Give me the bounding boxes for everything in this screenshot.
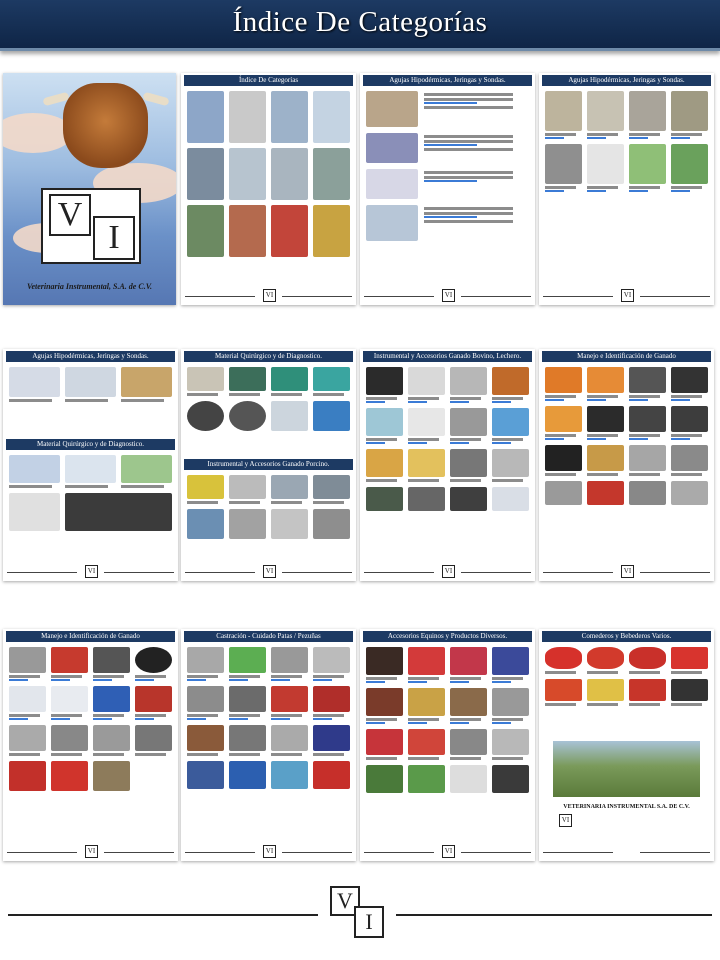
thumb-title: Comederos y Bebederos Varios. — [542, 631, 711, 642]
thumb-product-grid — [187, 367, 350, 431]
footer-divider-left — [8, 914, 318, 916]
logo-letter-v: V — [49, 194, 91, 236]
header-banner — [0, 0, 720, 51]
thumb-product-grid — [187, 647, 350, 789]
page-thumb-bovino[interactable] — [360, 349, 535, 581]
thumb-subtitle: Material Quirúrgico y de Diagnostico. — [6, 439, 175, 450]
logo-letter-v: V — [330, 886, 360, 916]
page-thumb-material-porcino[interactable] — [181, 349, 356, 581]
thumb-title: Índice De Categorías — [184, 75, 353, 86]
cover-caption: Veterinaria Instrumental, S.A. de C.V. — [27, 282, 152, 291]
thumb-title: Agujas Hipodérmicas, Jeringas y Sondas. — [6, 351, 175, 362]
cow-illustration — [63, 83, 148, 168]
page-thumb-agujas-2[interactable] — [539, 73, 714, 305]
thumb-title: Manejo e Identificación de Ganado — [6, 631, 175, 642]
thumb-product-grid — [545, 91, 708, 192]
thumb-logo: VI — [442, 565, 455, 578]
thumb-logo: VI — [621, 565, 634, 578]
thumb-product-grid — [545, 367, 708, 505]
company-name: VETERINARIA INSTRUMENTAL S.A. DE C.V. — [563, 804, 690, 810]
thumb-product-grid — [366, 647, 529, 793]
thumb-title: Material Quirúrgico y de Diagnostico. — [184, 351, 353, 362]
page-thumb-manejo-1[interactable] — [539, 349, 714, 581]
thumb-logo: VI — [621, 289, 634, 302]
page-thumb-castracion[interactable] — [181, 629, 356, 861]
thumb-title: Instrumental y Accesorios Ganado Bovino, Lechero. — [363, 351, 532, 362]
logo-letter-i: I — [93, 216, 135, 260]
thumb-product-grid — [366, 367, 529, 511]
page-thumb-comederos[interactable] — [539, 629, 714, 861]
thumb-logo: VI — [85, 845, 98, 858]
thumb-logo: VI — [442, 845, 455, 858]
thumb-product-grid — [545, 647, 708, 706]
thumb-logo: VI — [85, 565, 98, 578]
thumb-title: Agujas Hipodérmicas, Jeringas y Sondas. — [542, 75, 711, 86]
vi-logo — [41, 188, 141, 264]
thumb-title: Castración - Cuidado Patas / Pezuñas — [184, 631, 353, 642]
thumb-logo: VI — [442, 289, 455, 302]
thumb-title: Manejo e Identificación de Ganado — [542, 351, 711, 362]
thumb-logo: VI — [263, 845, 276, 858]
company-contact — [543, 804, 710, 811]
catalog-cover[interactable] — [3, 73, 176, 305]
page-thumb-agujas-1[interactable] — [360, 73, 535, 305]
footer-divider-right — [396, 914, 712, 916]
thumb-product-grid — [9, 367, 172, 402]
footer-vi-logo — [330, 886, 382, 938]
thumb-subtitle: Instrumental y Accesorios Ganado Porcino. — [184, 459, 353, 470]
thumb-title: Agujas Hipodérmicas, Jeringas y Sondas. — [363, 75, 532, 86]
page-thumb-manejo-2[interactable] — [3, 629, 178, 861]
thumb-logo: VI — [559, 814, 572, 827]
thumb-product-grid — [187, 475, 350, 539]
thumb-title: Accesorios Equinos y Productos Diversos. — [363, 631, 532, 642]
thumb-product-grid — [366, 91, 529, 241]
cattle-field-photo — [553, 741, 700, 797]
thumb-index-grid — [187, 91, 350, 257]
thumb-logo: VI — [263, 565, 276, 578]
thumb-logo: VI — [263, 289, 276, 302]
page-thumb-indice[interactable] — [181, 73, 356, 305]
thumb-product-grid — [9, 647, 172, 791]
page-thumb-agujas-material[interactable] — [3, 349, 178, 581]
page-thumb-equinos[interactable] — [360, 629, 535, 861]
thumb-product-grid — [9, 455, 172, 531]
logo-letter-i: I — [354, 906, 384, 938]
page-title: Índice De Categorías — [232, 6, 488, 38]
